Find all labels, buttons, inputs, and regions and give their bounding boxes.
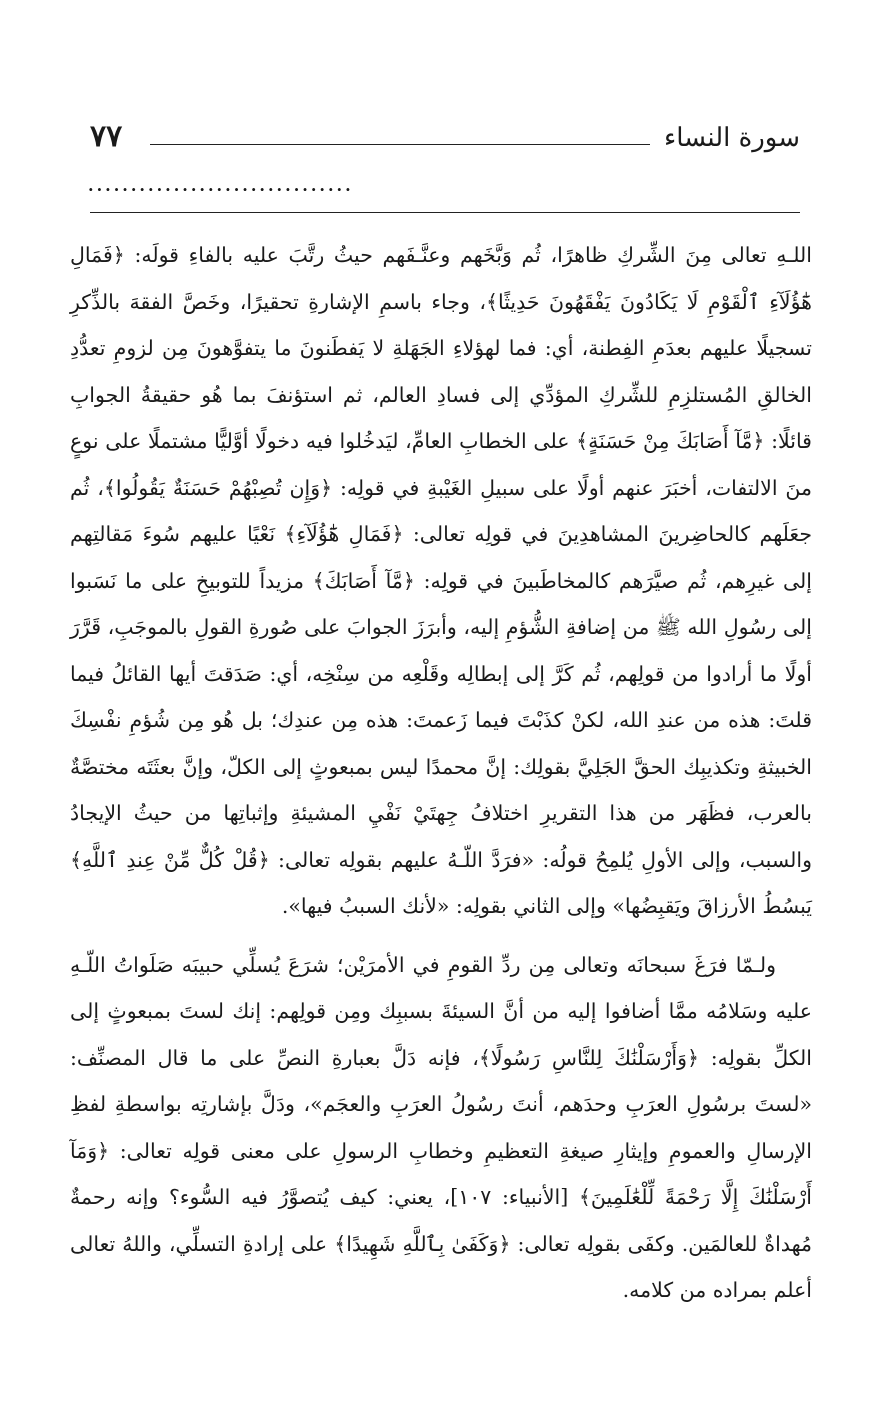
surah-title: سورة النساء: [664, 123, 800, 153]
page-header: [90, 120, 800, 160]
paragraph-1: اللـهِ تعالى مِنَ الشِّركِ ظاهرًا، ثُم وَبَّخَهم وعنَّـفَهم حيثُ رتَّبَ عليه بالفاءِ قولَه: ﴿فَمَالِ هَٰٓؤُلَآءِ ٱلْقَوْمِ لَا يَكَادُونَ يَفْقَهُونَ حَدِيثًا﴾، وجاء باسمِ الإشارةِ تحقيرًا، وخَصَّ الفقهَ بالذِّكرِ تسجيلًا عليهم بعدَمِ الفِطنة، أي: فما لهؤلاءِ الجَهَلةِ لا يَفطَنونَ ما يتفوَّهونَ مِن لزومِ تعدُّدِ الخالقِ المُستلزِمِ للشِّركِ المؤدِّي إلى فسادِ العالم، ثم استؤنفَ بما هُو حقيقةُ الجوابِ قائلًا: ﴿مَّآ أَصَابَكَ مِنْ حَسَنَةٍ﴾ على الخطابِ العامِّ، ليَدخُلوا فيه دخولًا أوَّليًّا مشتملًا على نوعٍ منَ الالتفات، أخبَرَ عنهم أولًا على سبيلِ الغَيْبةِ في قولِه: ﴿وَإِن تُصِبْهُمْ حَسَنَةٌ يَقُولُوا﴾، ثُم جعَلَهم كالحاضِرينَ المشاهدِينَ في قولِه تعالى: ﴿فَمَالِ هَٰٓؤُلَآءِ﴾ نَعْيًا عليهم سُوءَ مَقالتِهم إلى غيرِهم، ثُم صيَّرَهم كالمخاطَبينَ في قولِه: ﴿مَّآ أَصَابَكَ﴾ مزيداً للتوبيخِ على ما نَسَبوا إلى رسُولِ الله ﷺ من إضافةِ الشُّؤمِ إليه، وأبرَزَ الجوابَ على صُورةِ القولِ بالموجَبِ، قَرَّرَ أولًا ما أرادوا من قولِهم، ثُم كَرَّ إلى إبطالِه وقَلْعِه من سِنْخِه، أي: صَدَقتَ أيها القائلُ فيما قلتَ: هذه من عندِ الله، لكنْ كذَبْتَ فيما زَعمتَ: هذه مِن عندِك؛ بل هُو مِن شُؤمِ نفْسِكَ الخبيثةِ وتكذيبِك الحقَّ الجَلِيَّ بقولِك: إنَّ محمدًا ليس بمبعوثٍ إلى الكلّ، وإنَّ بعثَتَه مختصَّةٌ بالعرب، فظَهَر من هذا التقريرِ اختلافُ جِهتَيْ نَفْيِ المشيئةِ وإثباتِها من حيثُ الإيجادُ والسبب، وإلى الأولِ يُلمِحُ قولُه: «فرَدَّ اللّـهُ عليهم بقولِه تعالى: ﴿قُلْ كُلٌّ مِّنْ عِندِ ٱللَّهِ﴾ يَبسُطُ الأرزاقَ ويَقبِضُها» وإلى الثاني بقولِه: «لأنك السببُ فيها».: [70, 243, 812, 918]
dotted-divider: ...............................: [88, 176, 354, 195]
header-rule: [150, 144, 650, 145]
page-body: [70, 232, 812, 1314]
page-number: ٧٧: [90, 119, 123, 154]
paragraph-2: ولـمّا فرَغَ سبحانَه وتعالى مِن ردِّ القومِ في الأمرَيْن؛ شرَعَ يُسلِّي حبيبَه صَلَواتُ اللّـهِ عليه وسَلامُه ممَّا أضافوا إليه من أنَّ السيئةَ بسببِك ومِن قولِهم: إنك لستَ بمبعوثٍ إلى الكلِّ بقولِه: ﴿وَأَرْسَلْنَٰكَ لِلنَّاسِ رَسُولًا﴾، فإنه دَلَّ بعبارةِ النصِّ على ما قال المصنِّف: «لستَ برسُولِ العرَبِ وحدَهم، أنتَ رسُولُ العرَبِ والعجَم»، ودَلَّ بإشارتِه بواسطةِ لفظِ الإرسالِ والعمومِ وإيثارِ صيغةِ التعظيمِ وخطابِ الرسولِ على معنى قولِه تعالى: ﴿وَمَآ أَرْسَلْنَٰكَ إِلَّا رَحْمَةً لِّلْعَٰلَمِينَ﴾ [الأنبياء: ١٠٧]، يعني: كيف يُتصوَّرُ فيه السُّوء؟ وإنه رحمةٌ مُهداةٌ للعالمَين. وكفَى بقولِه تعالى: ﴿وَكَفَىٰ بِٱللَّهِ شَهِيدًا﴾ على إرادةِ التسلِّي، واللهُ تعالى أعلم بمراده من كلامه.: [70, 952, 812, 1302]
horizontal-rule: [90, 212, 800, 213]
